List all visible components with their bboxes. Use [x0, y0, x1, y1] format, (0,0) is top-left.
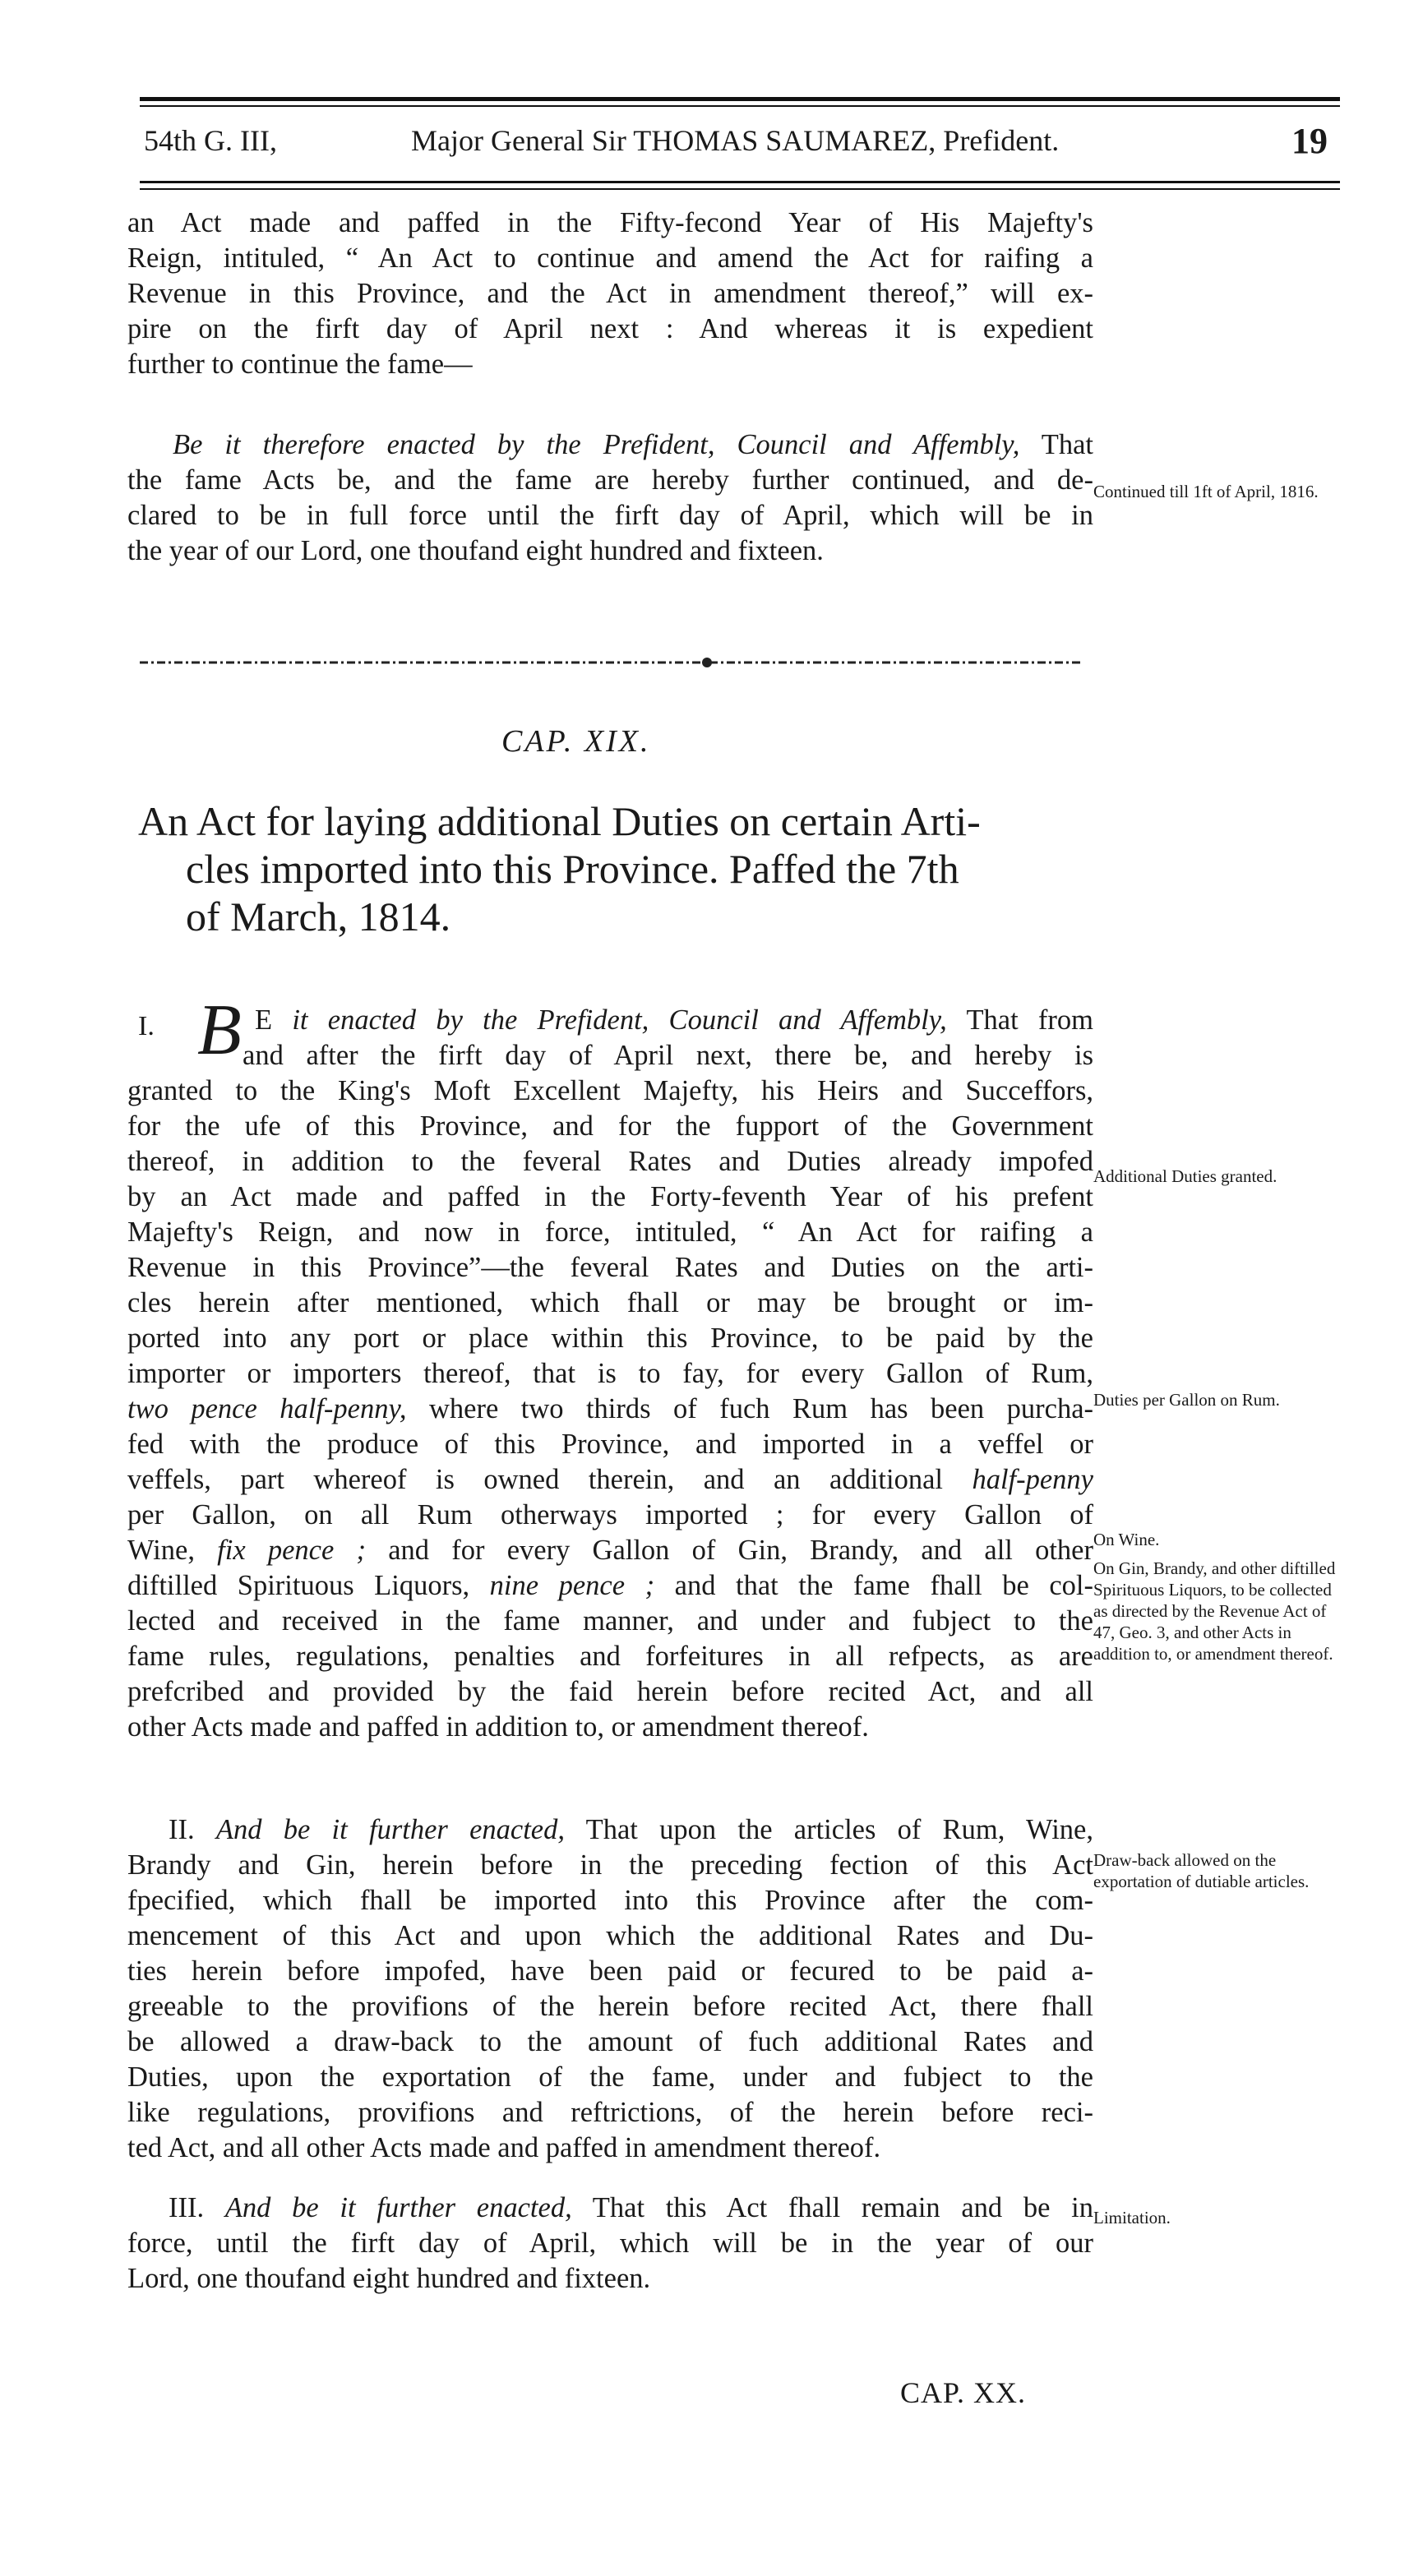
text-line: mencement of this Act and upon which the additional Rates and Du- — [127, 1920, 1093, 1951]
header-rule-top — [140, 97, 1340, 101]
text-line: Revenue in this Province, and the Act in amendment thereof,” will ex- — [127, 278, 1093, 309]
text-line: other Acts made and paffed in addition to, or amendment thereof. — [127, 1711, 869, 1743]
margin-note-rum: Duties per Gallon on Rum. — [1093, 1390, 1280, 1410]
text-line: ported into any port or place within this Province, to be paid by the — [127, 1323, 1093, 1354]
section-1-text — [127, 1003, 1093, 1745]
text-line: be allowed a draw-back to the amount of fuch additional Rates and — [127, 2026, 1093, 2057]
text-line: II. And be it further enacted, That upon the articles of Rum, Wine, — [169, 1814, 1093, 1845]
header-rule-bottom — [140, 181, 1340, 183]
text-line: for the ufe of this Province, and for the fupport of the Government — [127, 1110, 1093, 1142]
section-2-text — [127, 1812, 1093, 2166]
text-line: granted to the King's Moft Excellent Majefty, his Heirs and Succeffors, — [127, 1075, 1093, 1106]
enacting-clause: Be it therefore enacted by the Prefident, Council and Affembly, — [173, 429, 1020, 460]
section-number: III. — [169, 2192, 205, 2223]
text-line: an Act made and paffed in the Fifty-fecond Year of His Majefty's — [127, 207, 1093, 238]
text-line: Lord, one thoufand eight hundred and fixteen. — [127, 2263, 651, 2294]
act-title-line: An Act for laying additional Duties on certain Arti- — [138, 798, 981, 844]
text-line: clared to be in full force until the firft day of April, which will be in — [127, 500, 1093, 531]
enacting-clause: it enacted by the Prefident, Council and Affembly, — [292, 1004, 947, 1036]
catchword: CAP. XX. — [900, 2376, 1027, 2409]
text-line: and after the firft day of April next, there be, and hereby is — [243, 1040, 1093, 1071]
text-line: force, until the firft day of April, which will be in the year of our — [127, 2227, 1093, 2259]
text-line: pire on the firft day of April next : And whereas it is expedient — [127, 313, 1093, 344]
header-rule-top-thin — [140, 105, 1340, 107]
previous-act-text — [127, 205, 1093, 382]
text-line: cles herein after mentioned, which fhall or may be brought or im- — [127, 1287, 1093, 1318]
text-line: ties herein before impofed, have been paid or fecured to be paid a- — [127, 1955, 1093, 1987]
text-line: E it enacted by the Prefident, Council and Affembly, That from — [255, 1004, 1093, 1036]
text-line: thereof, in addition to the feveral Rates and Duties already impofed — [127, 1146, 1093, 1177]
text-line: Revenue in this Province”—the feveral Rates and Duties on the arti- — [127, 1252, 1093, 1283]
margin-note-spirits: On Gin, Brandy, and other diftilled Spirituous Liquors, to be collected as directed by the Revenue Act of 47, Geo. 3, and other Acts in addition to, or amendment thereof. — [1093, 1558, 1336, 1664]
margin-note-additional-duties: Additional Duties granted. — [1093, 1166, 1277, 1186]
text-line: prefcribed and provided by the faid herein before recited Act, and all — [127, 1676, 1093, 1707]
act-title — [138, 797, 1092, 940]
margin-note-wine: On Wine. — [1093, 1530, 1160, 1549]
text-line: III. And be it further enacted, That this Act fhall remain and be in — [169, 2192, 1094, 2223]
text-line: fed with the produce of this Province, and imported in a veffel or — [127, 1429, 1093, 1460]
enacting-clause: And be it further enacted, — [215, 1814, 565, 1845]
header-rule-bottom-thin — [140, 188, 1340, 190]
text-line: diftilled Spirituous Liquors, nine pence ; and that the fame fhall be col- — [127, 1570, 1093, 1601]
chapter-number: CAP. XIX. — [501, 724, 651, 759]
margin-note-continued: Continued till 1ft of April, 1816. — [1093, 482, 1319, 501]
running-header — [144, 123, 1336, 173]
text-line: Majefty's Reign, and now in force, intituled, “ An Act for raifing a — [127, 1216, 1093, 1248]
section-number: II. — [169, 1814, 195, 1845]
text-line: by an Act made and paffed in the Forty-feventh Year of his prefent — [127, 1181, 1093, 1212]
text-line: per Gallon, on all Rum otherways imported ; for every Gallon of — [127, 1499, 1093, 1530]
text-line: greeable to the provifions of the herein before recited Act, there fhall — [127, 1991, 1093, 2022]
text-line: the fame Acts be, and the fame are hereby further continued, and de- — [127, 464, 1093, 496]
regnal-year: 54th G. III, — [144, 124, 277, 157]
text-line: Duties, upon the exportation of the fame, under and fubject to the — [127, 2061, 1093, 2093]
ornamental-rule — [140, 658, 1081, 667]
margin-note-limitation: Limitation. — [1093, 2208, 1171, 2227]
text-line: fame rules, regulations, penalties and forfeitures in all refpects, as are — [127, 1641, 1093, 1672]
continuation-enactment — [127, 427, 1093, 569]
text-line: fpecified, which fhall be imported into this Province after the com- — [127, 1885, 1093, 1916]
text-line: two pence half-penny, where two thirds of fuch Rum has been purcha- — [127, 1393, 1094, 1424]
text-line: Brandy and Gin, herein before in the preceding fection of this Act — [127, 1849, 1093, 1881]
text-line: like regulations, provifions and reftrictions, of the herein before reci- — [127, 2097, 1093, 2128]
text-line: Wine, fix pence ; and for every Gallon of Gin, Brandy, and all other — [127, 1535, 1093, 1566]
text-line: Reign, intituled, “ An Act to continue and amend the Act for raifing a — [127, 242, 1093, 274]
margin-note-drawback: Draw-back allowed on the exportation of dutiable articles. — [1093, 1850, 1310, 1891]
text-line: further to continue the fame— — [127, 349, 473, 380]
text-line: veffels, part whereof is owned therein, and an additional half-penny — [127, 1464, 1093, 1495]
enacting-clause: And be it further enacted, — [224, 2192, 572, 2223]
page-number: 19 — [1291, 121, 1328, 161]
running-title: Major General Sir THOMAS SAUMAREZ, Prefident. — [411, 124, 1060, 157]
text-line: lected and received in the fame manner, and under and fubject to the — [127, 1605, 1093, 1637]
drop-cap: B — [197, 990, 242, 1070]
text-line: Be it therefore enacted by the Prefident, Council and Affembly, That — [173, 429, 1093, 460]
section-number: I. — [138, 1011, 155, 1041]
act-title-line: cles imported into this Province. Paffed the 7th — [186, 846, 959, 892]
text-line: the year of our Lord, one thoufand eight hundred and fixteen. — [127, 535, 824, 566]
section-3-text — [127, 2191, 1093, 2297]
text-line: ted Act, and all other Acts made and paffed in amendment thereof. — [127, 2132, 881, 2163]
act-title-line: of March, 1814. — [186, 893, 451, 939]
text-line: importer or importers thereof, that is to fay, for every Gallon of Rum, — [127, 1358, 1093, 1389]
